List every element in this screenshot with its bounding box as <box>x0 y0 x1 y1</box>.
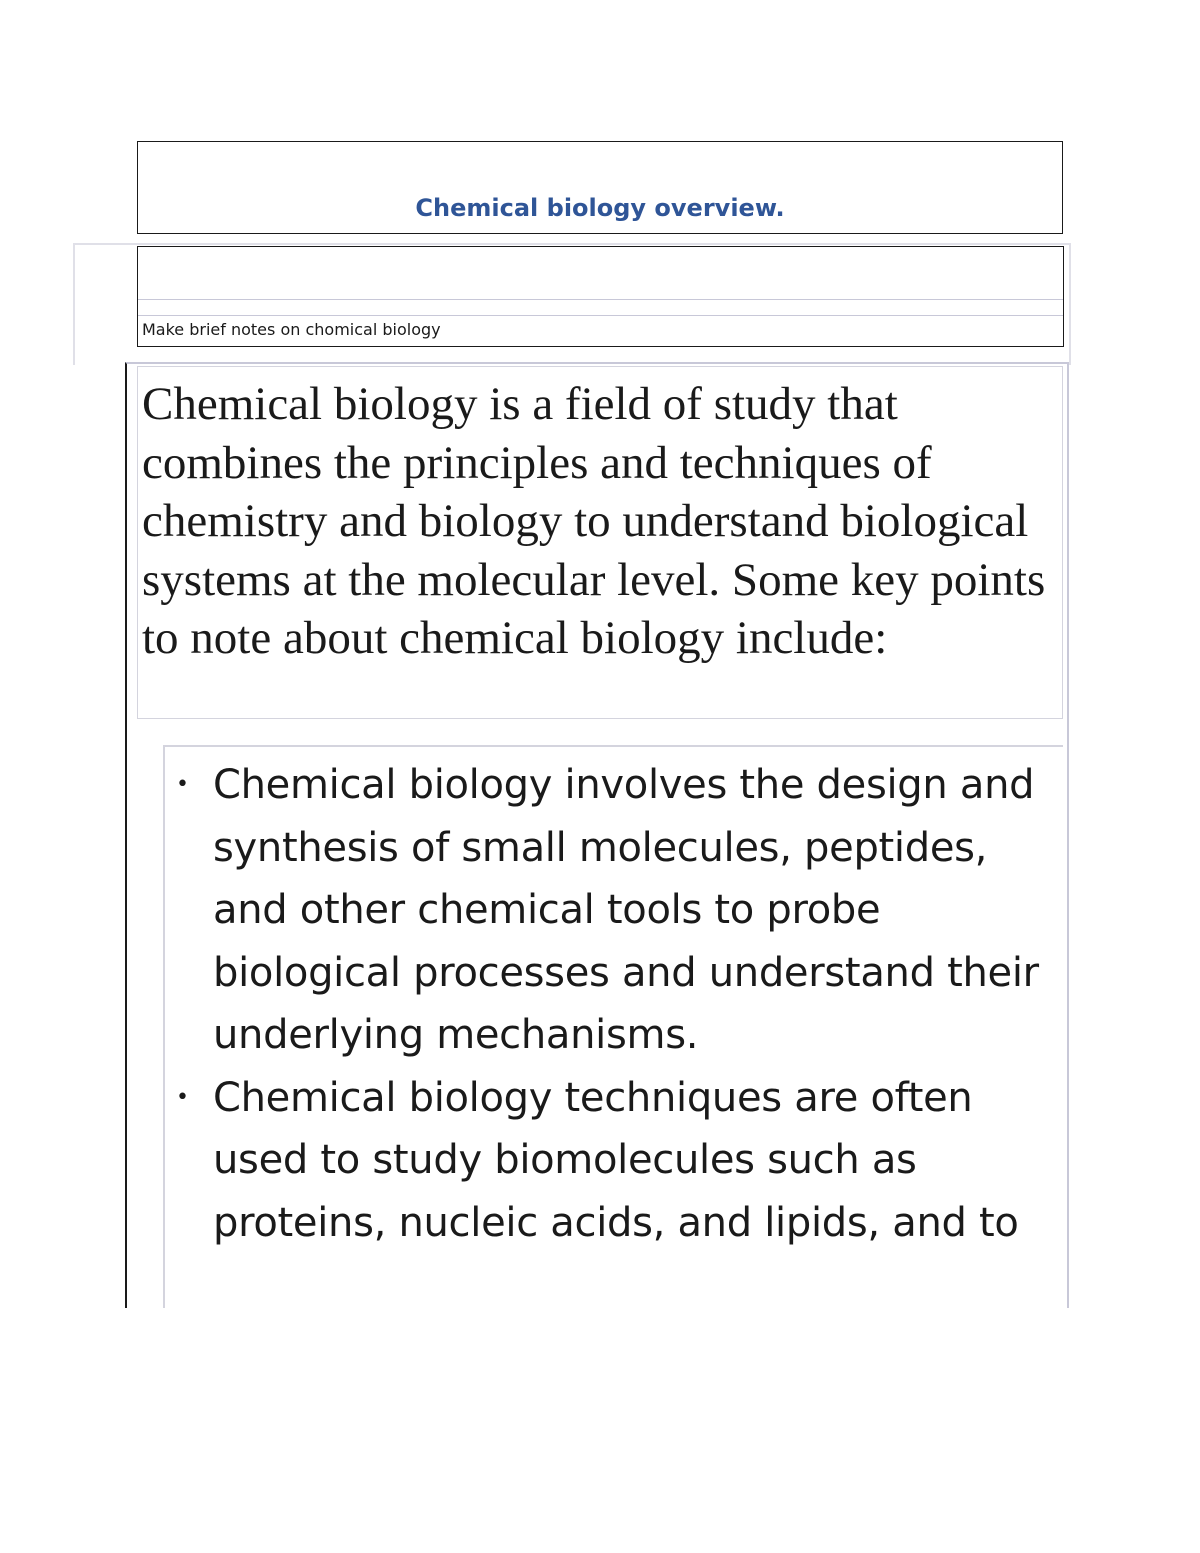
table-rule <box>138 315 1063 316</box>
bullet-list <box>165 754 1063 1254</box>
document-title: Chemical biology overview. <box>415 194 785 222</box>
list-item <box>165 1067 1063 1255</box>
bullet-list-box <box>163 745 1063 1308</box>
list-item <box>165 754 1063 1067</box>
title-box <box>137 141 1063 234</box>
list-item-text: Chemical biology techniques are often used to study biomolecules such as proteins, nucleic acids, and lipids, and to <box>213 1074 1019 1246</box>
instruction-text: Make brief notes on chomical biology <box>142 320 441 339</box>
intro-paragraph: Chemical biology is a field of study that combines the principles and techniques of chemistry and biology to understand biological systems at the molecular level. Some key points to note about chemical biology include: <box>142 378 1046 664</box>
instruction-box <box>137 246 1064 347</box>
intro-box <box>137 366 1063 719</box>
list-item-text: Chemical biology involves the design and synthesis of small molecules, peptides, and other chemical tools to probe biological processes and understand their underlying mechanisms. <box>213 762 1039 1058</box>
table-rule <box>138 299 1063 300</box>
bullet-icon: • <box>176 772 189 797</box>
bullet-icon: • <box>176 1084 189 1110</box>
